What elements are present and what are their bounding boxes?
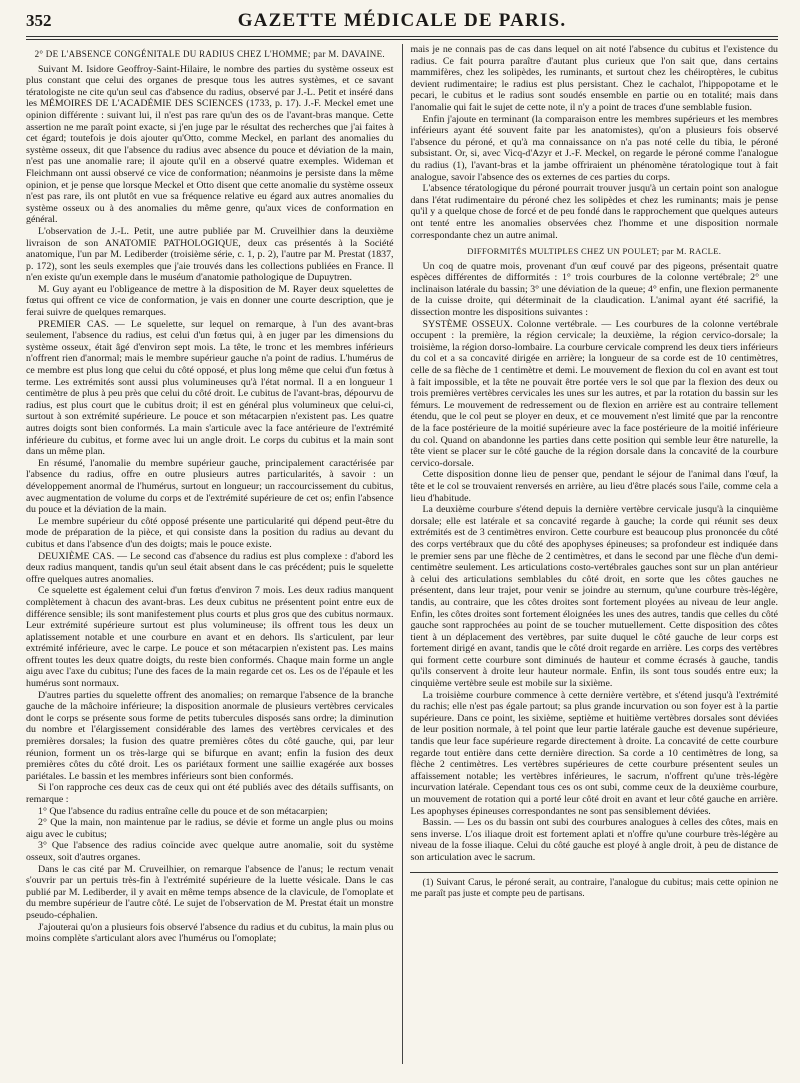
section-title-radius: 2° DE L'ABSENCE CONGÉNITALE DU RADIUS CHEZ L'HOMME; par M. DAVAINE. — [34, 49, 385, 59]
column-divider — [402, 44, 403, 1064]
paragraph: SYSTÈME OSSEUX. Colonne vertébrale. — Les courbures de la colonne vertébrale occupent : la première, la région cervicale; la deuxième, la région cervico-dorsale; la troisième, la région dorso-lombaire. La courbure cervicale comprend les deux tiers inférieurs du col et a sa concavité dirigée en arrière; la longueur de sa corde est de 10 centimètres, celle de sa flèche de 1 centimètre et demi. Le mouvement de flexion du col en avant est tout à fait impossible, et la tête ne pouvait être portée vers le sol que par la flexion des deux ou trois premières vertèbres cervicales les unes sur les autres, et par la rotation du bassin sur les fémurs. Le mouvement de redressement ou de flexion en arrière est au contraire tellement étendu, que le col peut se ployer en deux, et ce mouvement n'est limité que par la rencontre de la face postérieure de la moitié supérieure avec la face postérieure de la moitié inférieure du col. Quand on abandonne les parties dans cette position qui semble leur être naturelle, la tête vient se placer sur le côté gauche de la région dorsale dans la concavité de la courbure cervico-dorsale. — [410, 318, 778, 469]
paragraph: D'autres parties du squelette offrent des anomalies; on remarque l'absence de la branche gauche de la mâchoire inférieure; la disposition anormale de plusieurs vertèbres cervicales dont le corps se présente sous forme de petits tubercules disposés sans ordre; la diminution du nombre et l'élargissement considérable des lames des vertèbres cervicales et des premières dorsales; la fusion des quatre premières côtes du côté gauche, qui, par leur réunion, forment un os très-large qui se bifurque en avant; enfin la fusion des deux premières côtes du côté droit. Les os pariétaux forment une saillie exagérée aux bosses pariétales. Le bassin et les membres inférieurs sont bien conformés. — [26, 689, 394, 782]
right-column — [405, 44, 778, 1064]
paragraph: PREMIER CAS. — Le squelette, sur lequel on remarque, à l'un des avant-bras seulement, l'absence du radius, est celui d'un fœtus qui, à en juger par les dimensions du système osseux, était âgé d'environ sept mois. La tête, le tronc et les membres inférieurs n'offrent rien d'anormal; mais le membre supérieur gauche n'a point de radius. L'humérus de ce membre est plus long que celui du côté opposé, et plus long même que celui d'un fœtus à terme. Les extrémités sont aussi plus volumineuses qu'à l'état normal. Il a en longueur 1 centimètre de plus à peu près que celui du côté droit. Le cubitus de l'avant-bras, dépourvu de radius, est plus court que le cubitus droit; il est en général plus volumineux que celui-ci, surtout à son extrémité supérieure. Le pouce et son métacarpien n'existent pas. Les quatre autres doigts sont bien conformés. La main s'articule avec la face antérieure de l'extrémité inférieure du cubitus, et forme avec lui un angle droit. Le corps du cubitus et la main sont dans un même plan. — [26, 318, 394, 458]
footnote: (1) Suivant Carus, le péroné serait, au contraire, l'analogue du cubitus; mais cette opinion ne me paraît pas juste et compte peu de partisans. — [410, 877, 778, 899]
paragraph: L'absence tératologique du péroné pourrait trouver jusqu'à un certain point son analogue dans l'état rudimentaire du péroné chez les solipèdes et chez les ruminants; mais je pense qu'il y a quelque chose de forcé et de peu fondé dans le rapprochement que quelques auteurs ont tenté entre les anomalies observées chez l'homme et une disposition normale correspondante chez un autre animal. — [410, 183, 778, 241]
paragraph: DEUXIÈME CAS. — Le second cas d'absence du radius est plus complexe : d'abord les deux radius manquent, tandis qu'un seul était absent dans le cas précédent; puis le squelette offre quelques autres anomalies. — [26, 550, 394, 585]
paragraph: Bassin. — Les os du bassin ont subi des courbures analogues à celles des côtes, mais en sens inverse. L'os iliaque droit est fortement aplati et n'offre qu'une courbure très-légère au niveau de la fosse iliaque. Celui du côté gauche est ployé à angle droit, à peu de distance de son articulation avec le sacrum. — [410, 817, 778, 863]
paragraph: Ce squelette est également celui d'un fœtus d'environ 7 mois. Les deux radius manquent complètement à chacun des avant-bras. Les deux cubitus ne présentent point entre eux de différence sensible; ils sont manifestement plus courts et plus gros que des cubitus normaux. Leur extrémité supérieure surtout est plus volumineuse; ils offrent tous les deux un aplatissement notable et une courbure en avant et en dehors. Ils s'articulent, par leur extrémité inférieure, avec le carpe. Le pouce et son métacarpien n'existent pas. Les mains offrent toutes les deux quatre doigts, du reste bien conformés. Chaque main forme un angle aigu avec l'axe du cubitus; l'une des faces de la main regarde cet os. Les os de l'épaule et les humérus sont normaux. — [26, 585, 394, 690]
header-rule — [26, 39, 778, 40]
journal-title: GAZETTE MÉDICALE DE PARIS. — [237, 10, 567, 31]
left-column — [26, 44, 399, 1064]
paragraph: La troisième courbure commence à cette dernière vertèbre, et s'étend jusqu'à l'extrémité du rachis; elle n'est pas égale partout; sa plus grande incurvation ou son foyer est à la partie supérieure. Dans ce point, les sixième, septième et huitième vertèbres dorsales sont déviées de leur position normale, à tel point que leur partie latérale gauche est devenue supérieure, tandis que leur face supérieure regarde directement à droite. La concavité de cette courbure regarde tout entière dans cette dernière direction. Sa corde a 10 centimètres de long, sa flèche 2 centimètres. Les vertèbres supérieures de cette courbure présentent seules un affaissement notable; les vertèbres inférieures, le sacrum, n'offrent qu'une très-légère incurvation latérale. Cependant tous ces os ont subi, comme ceux de la deuxième courbure, un mouvement de rotation qui a porté leur côté droit en avant et leur côté gauche en arrière. Les apophyses épineuses correspondantes ne sont pas sensiblement déviées. — [410, 689, 778, 817]
paragraph: En résumé, l'anomalie du membre supérieur gauche, principalement caractérisée par l'absence du radius, offre en outre plusieurs autres particularités, à savoir : un développement anormal de l'humérus, surtout en longueur; un raccourcissement du cubitus, avec augmentation de volume du corps et de l'extrémité supérieure de cet os; enfin l'absence du pouce et la déviation de la main. — [26, 457, 394, 516]
article-columns — [26, 44, 778, 1064]
paragraph: Si l'on rapproche ces deux cas de ceux qui ont été publiés avec des détails suffisants, on remarque : — [26, 782, 394, 805]
paragraph: Un coq de quatre mois, provenant d'un œuf couvé par des pigeons, présentait quatre espèces différentes de difformités : 1° trois courbures de la colonne vertébrale; 2° une inclinaison latérale du bassin; 3° une déviation de la queue; 4° enfin, une flexion permanente de la cuisse droite, qui déterminait de la claudication. L'animal ayant été sacrifié, la dissection montre les dispositions suivantes : — [410, 260, 778, 319]
list-item: 3° Que l'absence des radius coïncide avec quelque autre anomalie, soit du système osseux, soit d'autres organes. — [26, 840, 394, 863]
paragraph: J'ajouterai qu'on a plusieurs fois observé l'absence du radius et du cubitus, la main plus ou moins complète s'articulant alors avec l'humérus ou l'omoplate; — [26, 921, 394, 945]
paragraph: Le membre supérieur du côté opposé présente une particularité qui dépend peut-être du mode de préparation de la pièce, et qui consiste dans la position du radius au devant du cubitus et dans l'absence d'un des doigts; mais le pouce existe. — [26, 515, 394, 550]
list-item: 1° Que l'absence du radius entraîne celle du pouce et de son métacarpien; — [38, 805, 328, 817]
paragraph: La deuxième courbure s'étend depuis la dernière vertèbre cervicale jusqu'à la cinquième dorsale; elle est latérale et sa concavité regarde à gauche; la corde qui réunit ses deux extrémités est de 3 centimètres environ. Cette courbure est beaucoup plus prononcée du côté des corps vertébraux que du côté des apophyses épineuses; sa profondeur est indiquée dans le premier sens par une flèche de 2 centimètres, et dans le second par une flèche d'un demi-centimètre seulement. Les articulations costo-vertébrales gauches sont sur un plan antérieur à celui des articulations semblables du côté droit, en sorte que les côtes gauches ne présentent, dans leur trajet, pour venir se joindre au sternum, qu'une courbure très-légère, tandis, au contraire, que les côtes droites sont fortement ployées au niveau de leur angle. Enfin, les côtes droites sont fortement éloignées les unes des autres, tandis que celles du côté gauche sont rapprochées au point de se toucher mutuellement. Cette disposition des côtes tient à un déplacement des vertèbres, par suite duquel le côté gauche de leur corps est fortement dirigé en avant, tandis que le côté droit regarde en arrière. Les corps des vertèbres qui forment cette courbure sont diminués de hauteur et comme écrasés à gauche, tandis qu'ils conservent à droite leur hauteur normale. Enfin, ils sont tous soudés entre eux; la cinquième vertèbre seule est mobile sur la sixième. — [410, 504, 778, 690]
paragraph: Dans le cas cité par M. Cruveilhier, on remarque l'absence de l'anus; le rectum venait s'ouvrir par un pertuis très-fin à l'extrémité supérieure de la luette vésicale. Dans le cas publié par M. Lediberder, il y avait en même temps absence de la clavicule, de l'omoplate et du membre supérieur de l'autre côté. Le sujet de l'observation de M. Prestat était un monstre pseudo-céphalien. — [26, 863, 394, 921]
paragraph: mais je ne connais pas de cas dans lequel on ait noté l'absence du cubitus et l'existence du radius. Ce fait pourra paraître d'autant plus curieux que l'on sait que, dans certains mammifères, chez les solipèdes, les ruminants, et surtout chez les chéiroptères, le cubitus devient rudimentaire; le radius est plus persistant. Chez le cachalot, l'hippopotame et le pecari, le cubitus et le radius sont soudés ensemble en partie ou en totalité; mais dans l'anomalie qui fait le sujet de cette note, il n'y a point de traces d'une semblable fusion. — [410, 44, 778, 113]
list-item: 2° Que la main, non maintenue par le radius, se dévie et forme un angle plus ou moins aigu avec le cubitus; — [26, 817, 394, 840]
paragraph: M. Guy ayant eu l'obligeance de mettre à la disposition de M. Rayer deux squelettes de fœtus qui offrent ce vice de conformation, je vais en donner une courte description, que je ferai suivre de quelques remarques. — [26, 283, 394, 319]
page-header — [26, 10, 778, 37]
paragraph: L'observation de J.-L. Petit, une autre publiée par M. Cruveilhier dans la deuxième livraison de son ANATOMIE PATHOLOGIQUE, deux cas présentés à la Société anatomique, l'un par M. Lediberder (troisième série, c. 1, p. 2), l'autre par M. Prestat (1837, p. 172), sont les seuls exemples que j'aie trouvés dans les collections publiées en France. Il n'en existe qu'un exemple dans le muséum d'anatomie pathologique de Dupuytren. — [26, 225, 394, 284]
page-number: 352 — [26, 11, 52, 30]
footnote-rule — [410, 872, 778, 873]
section-title-poulet: DIFFORMITÉS MULTIPLES CHEZ UN POULET; par M. RACLE. — [467, 246, 722, 257]
paragraph: Suivant M. Isidore Geoffroy-Saint-Hilaire, le nombre des parties du système osseux est plus constant que celui des organes de presque tous les autres systèmes, et ce savant tératologiste ne cite qu'un seul cas d'absence du radius, observé par J.-L. Petit et inséré dans les MÉMOIRES DE L'ACADÉMIE DES SCIENCES (1733, p. 17). J.-F. Meckel emet une opinion différente : suivant lui, il n'est pas rare qu'un des os de l'avant-bras manque. Cette assertion ne me paraît point exacte, si j'en juge par le résultat des recherches que j'ai faites à cet égard; toutefois je dois ajouter qu'Otto, comme Meckel, en parlant des anomalies du système osseux, dit que l'absence du radius avec absence du pouce et déviation de la main, n'est pas une anomalie rare; il ajoute qu'il en a observé quatre exemples. Wideman et Fleichmann ont aussi observé ce vice de conformation; néanmoins je persiste dans la même opinion, et je pense que lorsque Meckel et Otto disent que cette anomalie du système osseux n'est pas rare, ils ont plutôt en vue sa fréquence relative eu égard aux autres anomalies du système osseux ou à des anomalies du même genre, qu'aux vices de conformation en général. — [26, 63, 394, 226]
paragraph: Cette disposition donne lieu de penser que, pendant le séjour de l'animal dans l'œuf, la tête et le col se trouvaient renversés en arrière, au lieu d'être placés sous l'aile, comme cela a lieu d'habitude. — [410, 469, 778, 504]
paragraph: Enfin j'ajoute en terminant (la comparaison entre les membres supérieurs et les membres inférieurs ayant été souvent faite par les anatomistes), qu'on a plusieurs fois observé l'absence du péroné, et qu'à ma connaissance on n'a pas noté celle du tibia, le péroné subsistant. Or, si, avec Vicq-d'Azyr et J.-F. Meckel, on regarde le péroné comme l'analogue du radius (1), l'avant-bras et la jambe offriraient un phénomène tératologique tout à fait analogue, savoir l'absence des os externes de ces parties du corps. — [410, 113, 778, 183]
